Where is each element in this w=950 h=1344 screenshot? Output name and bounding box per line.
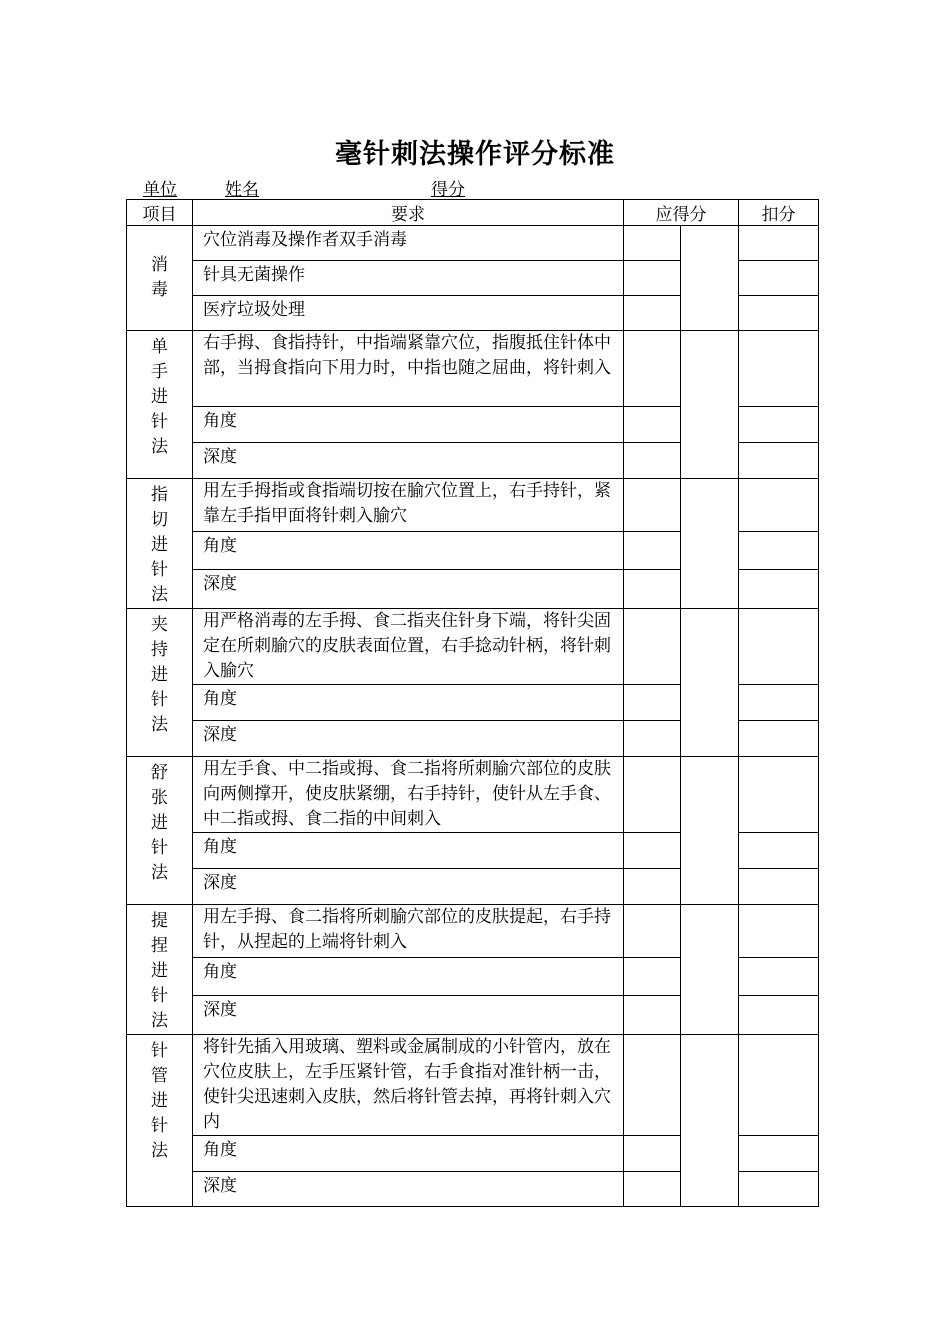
- requirement-cell: 医疗垃圾处理: [193, 296, 624, 331]
- score-cell[interactable]: [624, 407, 681, 443]
- requirement-cell: 深度: [193, 869, 624, 905]
- score-cell[interactable]: [624, 226, 681, 261]
- requirement-cell: 深度: [193, 721, 624, 757]
- deduct-cell[interactable]: [739, 1136, 819, 1172]
- header-item: 项目: [127, 200, 193, 226]
- requirement-cell: 角度: [193, 833, 624, 869]
- deduct-cell[interactable]: [739, 226, 819, 261]
- requirement-cell: 深度: [193, 570, 624, 609]
- score-cell[interactable]: [624, 570, 681, 609]
- table-row: [127, 226, 819, 261]
- item-cell: 夹 持 进 针 法: [127, 609, 193, 757]
- item-cell: 针 管 进 针 法: [127, 1035, 193, 1207]
- score-cell[interactable]: [624, 331, 681, 407]
- header-score-due: 应得分: [624, 200, 739, 226]
- score-cell[interactable]: [624, 532, 681, 570]
- score-cell[interactable]: [624, 443, 681, 479]
- table-row: [127, 331, 819, 407]
- table-row: [127, 609, 819, 685]
- score-cell[interactable]: [624, 685, 681, 721]
- header-row: [127, 200, 819, 226]
- deduct-cell[interactable]: [739, 996, 819, 1035]
- section-score-cell[interactable]: [681, 609, 739, 757]
- requirement-cell: 角度: [193, 685, 624, 721]
- deduct-cell[interactable]: [739, 331, 819, 407]
- score-cell[interactable]: [624, 479, 681, 532]
- section-score-cell[interactable]: [681, 1035, 739, 1207]
- score-cell[interactable]: [624, 296, 681, 331]
- deduct-cell[interactable]: [739, 905, 819, 958]
- name-label: 姓名: [225, 180, 259, 200]
- header-deduct: 扣分: [739, 200, 819, 226]
- requirement-cell: 将针先插入用玻璃、塑料或金属制成的小针管内，放在穴位皮肤上，左手压紧针管，右手食指对准针柄一击，使针尖迅速刺入皮肤，然后将针管去掉，再将针刺入穴内: [193, 1035, 624, 1136]
- deduct-cell[interactable]: [739, 833, 819, 869]
- deduct-cell[interactable]: [739, 721, 819, 757]
- requirement-cell: 穴位消毒及操作者双手消毒: [193, 226, 624, 261]
- header-requirement: 要求: [193, 200, 624, 226]
- score-cell[interactable]: [624, 833, 681, 869]
- score-cell[interactable]: [624, 1136, 681, 1172]
- item-cell: 指 切 进 针 法: [127, 479, 193, 609]
- item-cell: 单 手 进 针 法: [127, 331, 193, 479]
- table-row: [127, 757, 819, 833]
- deduct-cell[interactable]: [739, 570, 819, 609]
- table-body: [127, 226, 819, 1207]
- score-cell[interactable]: [624, 1035, 681, 1136]
- deduct-cell[interactable]: [739, 532, 819, 570]
- deduct-cell[interactable]: [739, 296, 819, 331]
- page-title: 毫针刺法操作评分标准: [335, 139, 615, 170]
- requirement-cell: 用左手拇、食二指将所刺腧穴部位的皮肤提起，右手持针，从捏起的上端将针刺入: [193, 905, 624, 958]
- score-cell[interactable]: [624, 261, 681, 296]
- requirement-cell: 用左手拇指或食指端切按在腧穴位置上，右手持针，紧靠左手指甲面将针刺入腧穴: [193, 479, 624, 532]
- table-row: [127, 479, 819, 532]
- item-cell: 提 捏 进 针 法: [127, 905, 193, 1035]
- deduct-cell[interactable]: [739, 1035, 819, 1136]
- score-cell[interactable]: [624, 609, 681, 685]
- item-cell: 消 毒: [127, 226, 193, 331]
- score-table: [126, 199, 819, 1207]
- deduct-cell[interactable]: [739, 479, 819, 532]
- section-score-cell[interactable]: [681, 479, 739, 609]
- deduct-cell[interactable]: [739, 1172, 819, 1207]
- deduct-cell[interactable]: [739, 443, 819, 479]
- score-cell[interactable]: [624, 721, 681, 757]
- requirement-cell: 深度: [193, 443, 624, 479]
- section-score-cell[interactable]: [681, 757, 739, 905]
- score-cell[interactable]: [624, 869, 681, 905]
- score-cell[interactable]: [624, 905, 681, 958]
- deduct-cell[interactable]: [739, 685, 819, 721]
- section-score-cell[interactable]: [681, 226, 739, 331]
- table-row: [127, 1035, 819, 1136]
- deduct-cell[interactable]: [739, 869, 819, 905]
- requirement-cell: 深度: [193, 1172, 624, 1207]
- score-cell[interactable]: [624, 757, 681, 833]
- deduct-cell[interactable]: [739, 261, 819, 296]
- deduct-cell[interactable]: [739, 609, 819, 685]
- section-score-cell[interactable]: [681, 905, 739, 1035]
- score-cell[interactable]: [624, 1172, 681, 1207]
- requirement-cell: 角度: [193, 532, 624, 570]
- item-cell: 舒 张 进 针 法: [127, 757, 193, 905]
- info-line: [143, 175, 497, 200]
- table-row: [127, 905, 819, 958]
- unit-label: 单位: [143, 180, 177, 200]
- requirement-cell: 深度: [193, 996, 624, 1035]
- deduct-cell[interactable]: [739, 958, 819, 996]
- score-cell[interactable]: [624, 958, 681, 996]
- requirement-cell: 右手拇、食指持针，中指端紧靠穴位，指腹抵住针体中部，当拇食指向下用力时，中指也随之屈曲，将针刺入: [193, 331, 624, 407]
- requirement-cell: 用左手食、中二指或拇、食二指将所刺腧穴部位的皮肤向两侧撑开，使皮肤紧绷，右手持针，使针从左手食、中二指或拇、食二指的中间刺入: [193, 757, 624, 833]
- requirement-cell: 用严格消毒的左手拇、食二指夹住针身下端，将针尖固定在所刺腧穴的皮肤表面位置，右手捻动针柄，将针刺入腧穴: [193, 609, 624, 685]
- section-score-cell[interactable]: [681, 331, 739, 479]
- deduct-cell[interactable]: [739, 757, 819, 833]
- score-label: 得分: [431, 180, 465, 200]
- requirement-cell: 角度: [193, 407, 624, 443]
- requirement-cell: 角度: [193, 958, 624, 996]
- deduct-cell[interactable]: [739, 407, 819, 443]
- score-cell[interactable]: [624, 996, 681, 1035]
- requirement-cell: 角度: [193, 1136, 624, 1172]
- requirement-cell: 针具无菌操作: [193, 261, 624, 296]
